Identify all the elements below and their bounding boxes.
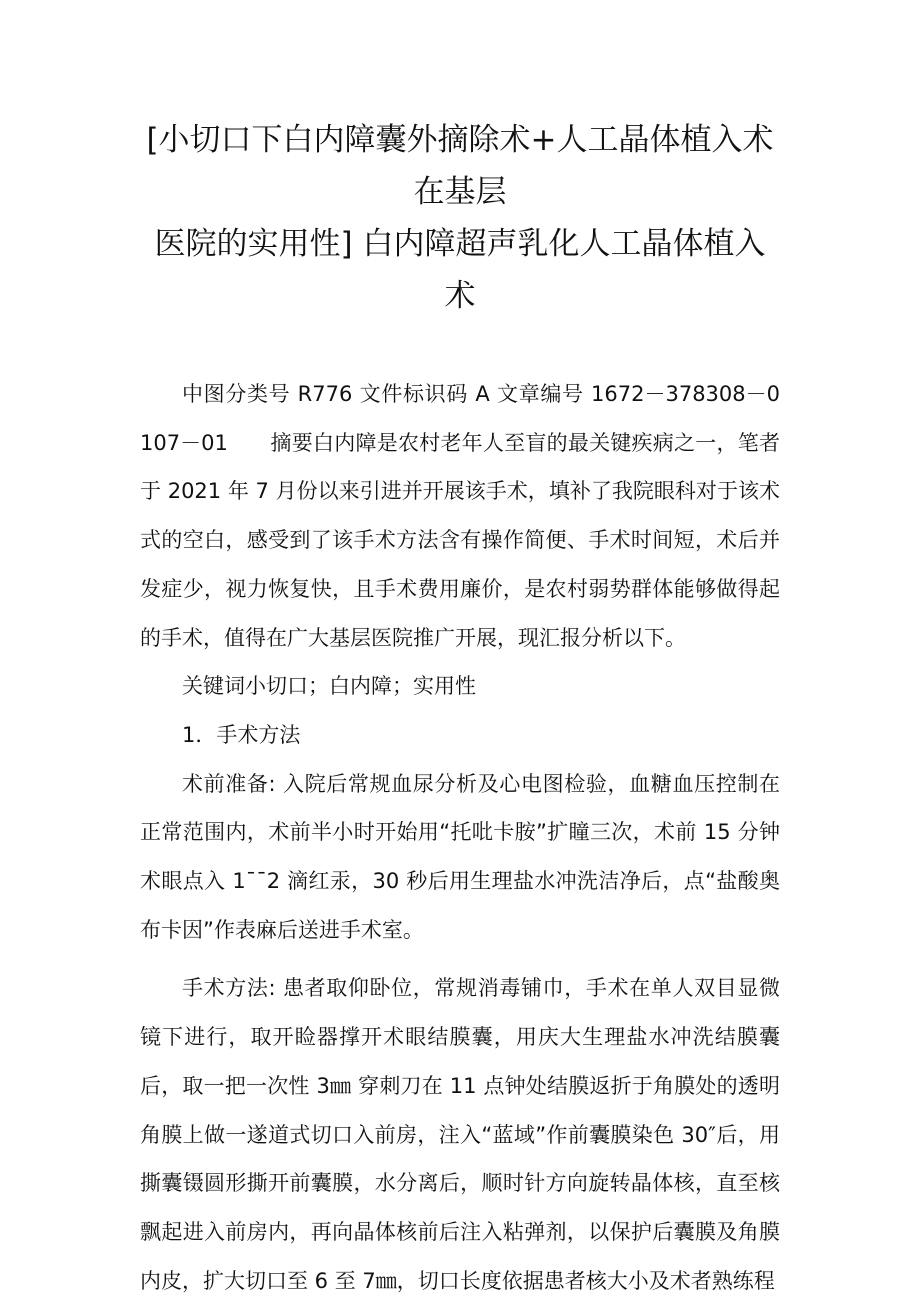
paragraph-keywords: 关键词小切口；白内障；实用性 xyxy=(182,674,476,699)
title-line-2: 医院的实用性] 白内障超声乳化人工晶体植入术 xyxy=(154,226,766,314)
paragraph-procedure: 手术方法: 患者取仰卧位，常规消毒铺巾，手术在单人双目显微镜下进行，取开睑器撑开术眼结膜囊，用庆大生理盐水冲洗结膜囊后，取一把一次性 3㎜ 穿刺刀在 11 点钟处结膜返折于角膜处的透明角膜上做一遂道式切口入前房，注入“蓝域”作前囊膜染色 30″后，用撕囊镊圆形撕开前囊膜，水分离后，顺时针方向旋转晶体核，直至核飘起进入前房内，再向晶体核前后注入粘弹剂，以保护后囊膜及角膜内皮，扩大切口至 6 至 7㎜，切口长度依据患者核大小及术者熟练程 xyxy=(140,976,780,1293)
document-title xyxy=(140,0,780,322)
title-line-1: [小切口下白内障囊外摘除术+人工晶体植入术在基层 xyxy=(146,122,774,210)
paragraph-abstract: 中图分类号 R776 文件标识码 A 文章编号 1672－378308－0107－01 摘要白内障是农村老年人至盲的最关键疾病之一，笔者于 2021 年 7 月份以来引进并开展该手术，填补了我院眼科对于该术式的空白，感受到了该手术方法含有操作简便、手术时间短，术后并发症少，视力恢复快，且手术费用廉价，是农村弱势群体能够做得起的手术，值得在广大基层医院推广开展，现汇报分析以下。 xyxy=(140,382,780,650)
document-body xyxy=(140,370,780,1305)
section-heading-methods: 1．手术方法 xyxy=(182,722,301,747)
paragraph-preop: 术前准备: 入院后常规血尿分析及心电图检验，血糖血压控制在正常范围内，术前半小时开始用“托吡卡胺”扩瞳三次，术前 15 分钟术眼点入 1¯¯2 滴红汞，30 秒后用生理盐水冲洗洁净后，点“盐酸奥布卡因”作表麻后送进手术室。 xyxy=(140,771,780,942)
